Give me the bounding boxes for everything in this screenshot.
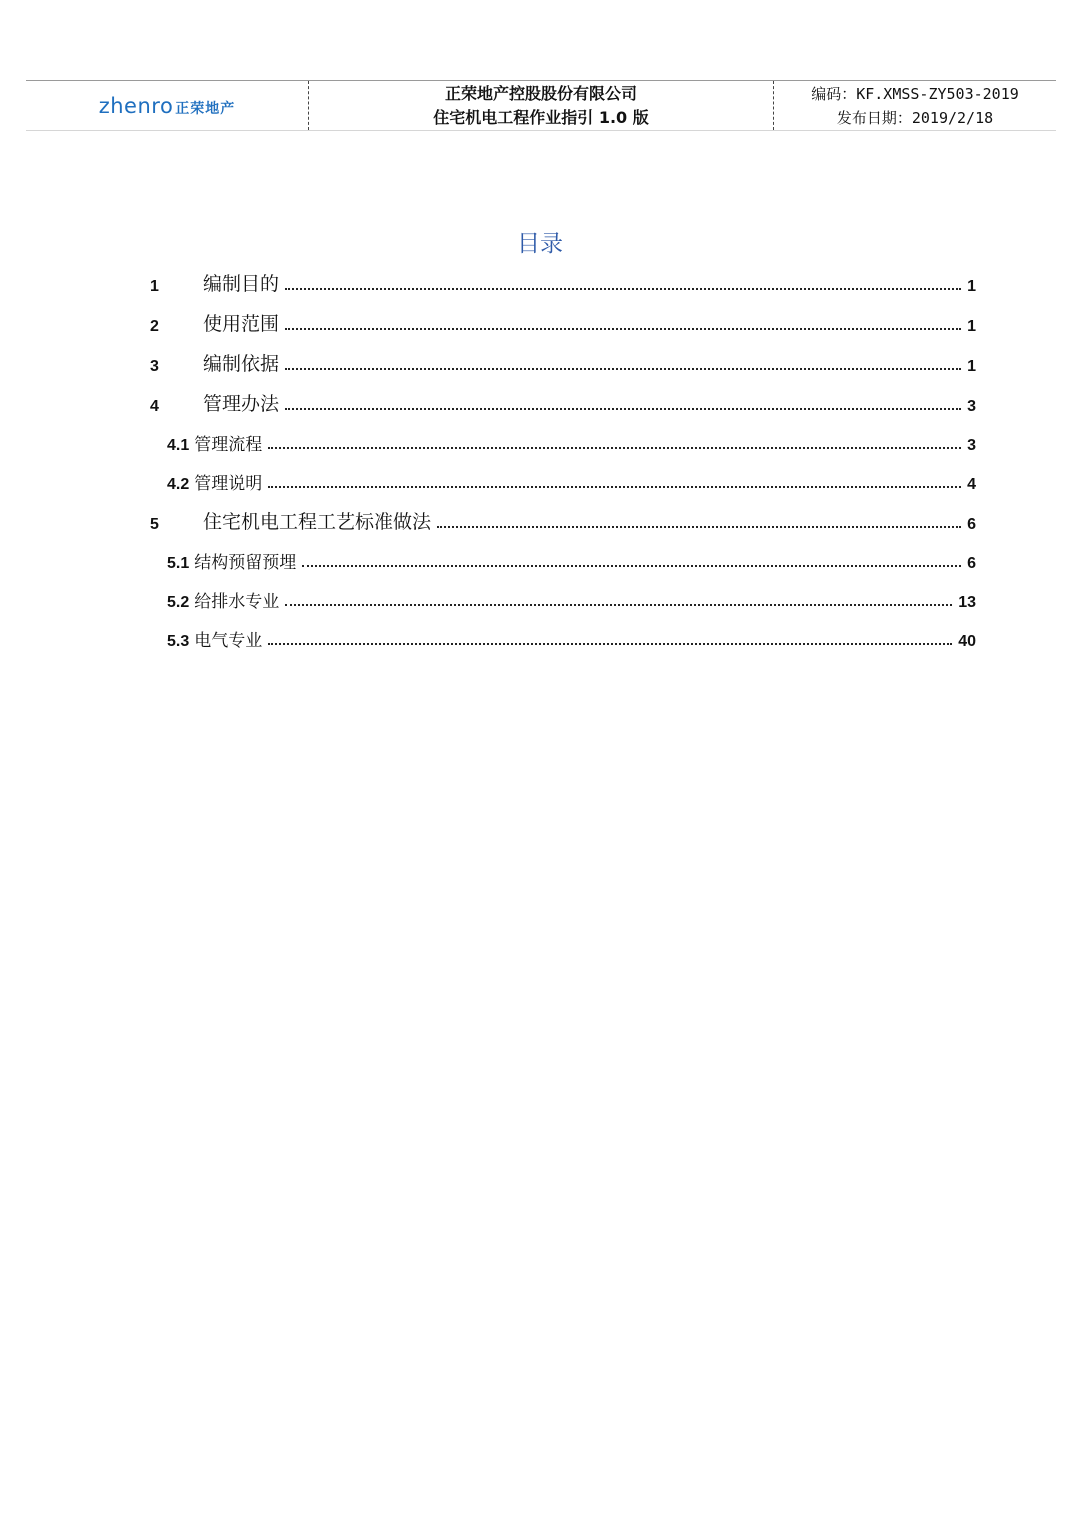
toc-leader-dots [268,643,952,645]
toc-subentry[interactable] [150,575,976,614]
header-title-cell [308,81,774,130]
toc-entry-text: 编制目的 [203,273,280,295]
toc-entry-page: 3 [967,437,976,454]
toc-entry-page: 1 [967,278,976,295]
toc-entry-text: 电气专业 [194,631,263,651]
toc-entry-number: 4 [150,398,159,415]
toc-subentry[interactable] [150,536,976,575]
toc-entry-number: 4.2 [167,476,190,493]
company-name: 正荣地产控股股份有限公司 [444,83,637,103]
publish-date: 发布日期：2019/2/18 [836,108,994,127]
header-logo-cell [26,81,308,130]
toc-entry-text: 使用范围 [203,313,280,335]
table-of-contents [150,258,976,653]
document-title: 住宅机电工程作业指引 1.0 版 [433,107,649,127]
toc-leader-dots [285,288,961,290]
toc-entry-text: 给排水专业 [194,592,280,612]
toc-entry-number: 3 [150,358,159,375]
toc-entry-number: 4.1 [167,437,190,454]
toc-entry-page: 3 [967,398,976,415]
toc-entry-number: 5.2 [167,594,190,611]
toc-leader-dots [268,486,961,488]
toc-entry-number: 2 [150,318,159,335]
toc-subentry[interactable] [150,457,976,496]
toc-entry[interactable] [150,496,976,536]
toc-entry-text: 住宅机电工程工艺标准做法 [203,511,432,533]
header-meta-cell [774,81,1056,130]
toc-entry-text: 管理说明 [194,474,263,494]
toc-entry-text: 管理办法 [203,393,280,415]
toc-leader-dots [285,368,961,370]
toc-entry[interactable] [150,378,976,418]
toc-entry-page: 40 [958,633,976,650]
document-code: 编码：KF.XMSS-ZY503-2019 [811,84,1019,103]
toc-entry-number: 1 [150,278,159,295]
toc-entry[interactable] [150,298,976,338]
logo-latin-text: zhenro [98,93,174,118]
zhenro-logo [99,94,236,118]
toc-entry-page: 6 [967,555,976,572]
toc-title: 目录 [517,231,563,257]
toc-entry-page: 13 [958,594,976,611]
toc-entry[interactable] [150,258,976,298]
toc-entry-number: 5 [150,516,159,533]
toc-leader-dots [285,604,952,606]
toc-entry-text: 结构预留预埋 [194,553,297,573]
toc-leader-dots [302,565,961,567]
toc-leader-dots [437,526,961,528]
toc-entry-number: 5.3 [167,633,190,650]
toc-entry-text: 管理流程 [194,435,263,455]
toc-entry-text: 编制依据 [203,353,280,375]
toc-entry-number: 5.1 [167,555,190,572]
toc-subentry[interactable] [150,614,976,653]
toc-leader-dots [268,447,961,449]
toc-entry-page: 1 [967,358,976,375]
toc-leader-dots [285,408,961,410]
logo-cn-text: 正荣地产 [175,100,236,117]
toc-entry-page: 1 [967,318,976,335]
toc-entry[interactable] [150,338,976,378]
document-header [26,80,1056,131]
toc-subentry[interactable] [150,418,976,457]
toc-leader-dots [285,328,961,330]
toc-entry-page: 6 [967,516,976,533]
toc-entry-page: 4 [967,476,976,493]
